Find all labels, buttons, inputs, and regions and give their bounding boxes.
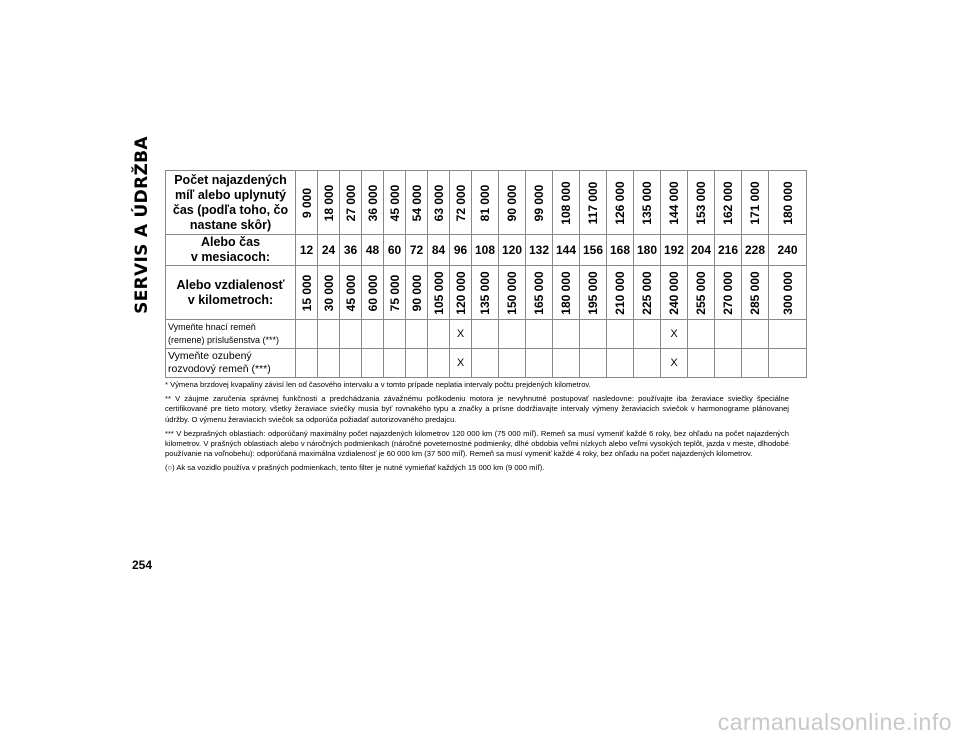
task-row <box>166 349 807 378</box>
distance-cell <box>607 266 634 320</box>
task-mark <box>296 349 318 378</box>
mileage-value: 171 000 <box>748 180 762 225</box>
distance-cell <box>318 266 340 320</box>
distance-cell <box>428 266 450 320</box>
mileage-cell <box>607 171 634 235</box>
distance-value: 45 000 <box>343 274 358 311</box>
distance-value: 195 000 <box>586 270 600 315</box>
distance-value: 300 000 <box>780 270 795 315</box>
distance-value: 270 000 <box>721 270 735 315</box>
footnotes <box>165 380 789 478</box>
footnote: * Výmena brzdovej kvapaliny závisí len od časového intervalu a v tomto prípade neplatia intervaly počtu prejdených kilometrov. <box>165 380 591 389</box>
task-mark: X <box>661 320 688 349</box>
task-mark <box>607 320 634 349</box>
mileage-cell <box>340 171 362 235</box>
mileage-cell <box>472 171 499 235</box>
mileage-value: 180 000 <box>780 180 795 225</box>
distance-row <box>166 266 807 320</box>
task-mark <box>362 349 384 378</box>
mileage-value: 117 000 <box>586 181 600 224</box>
distance-value: 165 000 <box>532 270 546 315</box>
task-mark <box>742 320 769 349</box>
mileage-cell <box>296 171 318 235</box>
mileage-value: 144 000 <box>667 180 681 225</box>
mileage-cell <box>318 171 340 235</box>
distance-cell <box>384 266 406 320</box>
mileage-cell <box>499 171 526 235</box>
task-mark <box>580 349 607 378</box>
distance-value: 240 000 <box>667 270 681 315</box>
distance-value: 255 000 <box>694 270 708 315</box>
months-value: 144 <box>553 235 580 266</box>
distance-cell <box>362 266 384 320</box>
footnote: (○) Ak sa vozidlo používa v prašných podmienkach, tento filter je nutné vymieňať každých 15 000 km (9 000 míľ). <box>165 463 545 473</box>
mileage-value: 9 000 <box>299 187 314 218</box>
distance-value: 150 000 <box>505 270 519 315</box>
task-mark <box>499 349 526 378</box>
mileage-cell <box>715 171 742 235</box>
mileage-value: 135 000 <box>640 180 654 225</box>
task-mark <box>406 320 428 349</box>
mileage-cell <box>661 171 688 235</box>
task-mark <box>428 320 450 349</box>
distance-cell <box>553 266 580 320</box>
page-number: 254 <box>132 558 153 572</box>
task-mark <box>634 320 661 349</box>
mileage-value: 45 000 <box>387 184 402 221</box>
mileage-value: 72 000 <box>453 184 468 221</box>
task-mark <box>526 349 553 378</box>
section-title <box>126 136 158 314</box>
months-value: 48 <box>362 235 384 266</box>
task-mark <box>428 349 450 378</box>
months-value: 36 <box>340 235 362 266</box>
mileage-value: 18 000 <box>321 184 336 221</box>
distance-cell <box>340 266 362 320</box>
mileage-value: 27 000 <box>343 184 358 221</box>
mileage-value: 54 000 <box>409 184 424 221</box>
distance-value: 210 000 <box>613 270 627 315</box>
mileage-value: 108 000 <box>559 180 573 225</box>
mileage-value: 63 000 <box>431 184 446 221</box>
task-mark <box>553 349 580 378</box>
task-mark <box>472 349 499 378</box>
distance-value: 285 000 <box>748 270 762 315</box>
months-value: 108 <box>472 235 499 266</box>
mileage-value: 99 000 <box>532 184 546 221</box>
mileage-value: 162 000 <box>721 180 735 225</box>
footnote: ** V záujme zaručenia správnej funkčnosti a predchádzania závažnému poškodeniu motora je nevyhnutné postupovať nasledovne: používajte iba žeraviace sviečky špeciálne certifikované pre tieto motory, všetky žeraviace sviečky musia byť rovnakého typu a značky a prísne dodržiavajte intervaly výmeny žeraviacich sviečok v harmonograme plánovanej údržby. O výmenu žeraviacich sviečok sa odporúča požiadať autorizovaného predajcu. <box>165 394 789 424</box>
distance-value: 15 000 <box>299 274 314 311</box>
distance-cell <box>742 266 769 320</box>
months-value: 12 <box>296 235 318 266</box>
mileage-cell <box>580 171 607 235</box>
mileage-cell <box>428 171 450 235</box>
mileage-cell <box>742 171 769 235</box>
task-mark <box>688 320 715 349</box>
task-mark <box>362 320 384 349</box>
distance-value: 135 000 <box>478 270 492 315</box>
task-mark <box>499 320 526 349</box>
maintenance-schedule-table <box>165 170 807 378</box>
footnote: *** V bezprašných oblastiach: odporúčaný maximálny počet najazdených kilometrov 120 000 km (75 000 míľ). Remeň sa musí vymeniť každé 6 roky, bez ohľadu na počet najazdených kilometrov. V prašných oblastiach alebo v náročných podmienkach (náročné poveternostné podmienky, dlhé obdobia veľmi nízkych alebo veľmi vysokých teplôt, jazda v meste, dlhodobé používanie na voľnobehu): odporúčaná maximálna vzdialenosť je 60 000 km (37 500 míľ). Remeň sa musí vymeniť každé 4 roky, bez ohľadu na počet najazdených kilometrov. <box>165 428 789 459</box>
distance-value: 180 000 <box>559 270 573 315</box>
task-mark <box>340 349 362 378</box>
distance-cell <box>769 266 807 320</box>
distance-cell <box>688 266 715 320</box>
mileage-cell <box>384 171 406 235</box>
task-mark <box>742 349 769 378</box>
months-value: 60 <box>384 235 406 266</box>
mileage-cell <box>769 171 807 235</box>
months-value: 240 <box>769 235 807 266</box>
months-row <box>166 235 807 266</box>
task-mark <box>318 320 340 349</box>
task-mark <box>553 320 580 349</box>
task-mark <box>384 349 406 378</box>
distance-value: 60 000 <box>365 274 380 311</box>
months-value: 216 <box>715 235 742 266</box>
months-value: 180 <box>634 235 661 266</box>
months-value: 72 <box>406 235 428 266</box>
mileage-cell <box>406 171 428 235</box>
mileage-cell <box>553 171 580 235</box>
distance-cell <box>526 266 553 320</box>
months-value: 84 <box>428 235 450 266</box>
task-mark <box>769 320 807 349</box>
months-header: Alebo čas v mesiacoch: <box>166 235 296 266</box>
task-mark <box>406 349 428 378</box>
distance-value: 75 000 <box>387 274 402 311</box>
mileage-cell <box>526 171 553 235</box>
distance-cell <box>450 266 472 320</box>
task-label: Vymeňte ozubený rozvodový remeň (***) <box>166 349 296 378</box>
months-value: 192 <box>661 235 688 266</box>
task-mark: X <box>450 320 472 349</box>
distance-cell <box>499 266 526 320</box>
mileage-row <box>166 171 807 235</box>
mileage-value: 36 000 <box>365 184 380 221</box>
task-row <box>166 320 807 349</box>
watermark: carmanualsonline.info <box>717 709 952 735</box>
distance-cell <box>661 266 688 320</box>
task-mark <box>769 349 807 378</box>
task-mark <box>318 349 340 378</box>
months-value: 132 <box>526 235 553 266</box>
task-label: Vymeňte hnací remeň (remene) príslušenstva (***) <box>166 320 296 349</box>
months-value: 120 <box>499 235 526 266</box>
months-value: 204 <box>688 235 715 266</box>
distance-cell <box>580 266 607 320</box>
task-mark <box>688 349 715 378</box>
task-mark: X <box>661 349 688 378</box>
mileage-value: 153 000 <box>694 180 708 225</box>
distance-cell <box>634 266 661 320</box>
task-mark: X <box>450 349 472 378</box>
mileage-cell <box>634 171 661 235</box>
months-value: 96 <box>450 235 472 266</box>
mileage-value: 81 000 <box>478 184 492 221</box>
task-mark <box>715 320 742 349</box>
distance-cell <box>472 266 499 320</box>
task-mark <box>296 320 318 349</box>
distance-header: Alebo vzdialenosť v kilometroch: <box>166 266 296 320</box>
distance-value: 225 000 <box>640 270 654 315</box>
task-mark <box>526 320 553 349</box>
months-value: 24 <box>318 235 340 266</box>
distance-value: 105 000 <box>431 270 446 315</box>
distance-cell <box>715 266 742 320</box>
mileage-header: Počet najazdených míľ alebo uplynutý čas (podľa toho, čo nastane skôr) <box>166 171 296 235</box>
months-value: 156 <box>580 235 607 266</box>
task-mark <box>715 349 742 378</box>
months-value: 168 <box>607 235 634 266</box>
task-mark <box>472 320 499 349</box>
distance-cell <box>296 266 318 320</box>
section-title-text: SERVIS A ÚDRŽBA <box>132 136 152 314</box>
distance-value: 90 000 <box>409 274 424 311</box>
months-value: 228 <box>742 235 769 266</box>
task-mark <box>384 320 406 349</box>
mileage-cell <box>362 171 384 235</box>
mileage-cell <box>450 171 472 235</box>
mileage-value: 126 000 <box>613 180 627 225</box>
task-mark <box>634 349 661 378</box>
task-mark <box>607 349 634 378</box>
task-mark <box>580 320 607 349</box>
distance-value: 30 000 <box>321 274 336 311</box>
task-mark <box>340 320 362 349</box>
distance-value: 120 000 <box>453 270 468 315</box>
mileage-cell <box>688 171 715 235</box>
distance-cell <box>406 266 428 320</box>
mileage-value: 90 000 <box>505 184 519 221</box>
